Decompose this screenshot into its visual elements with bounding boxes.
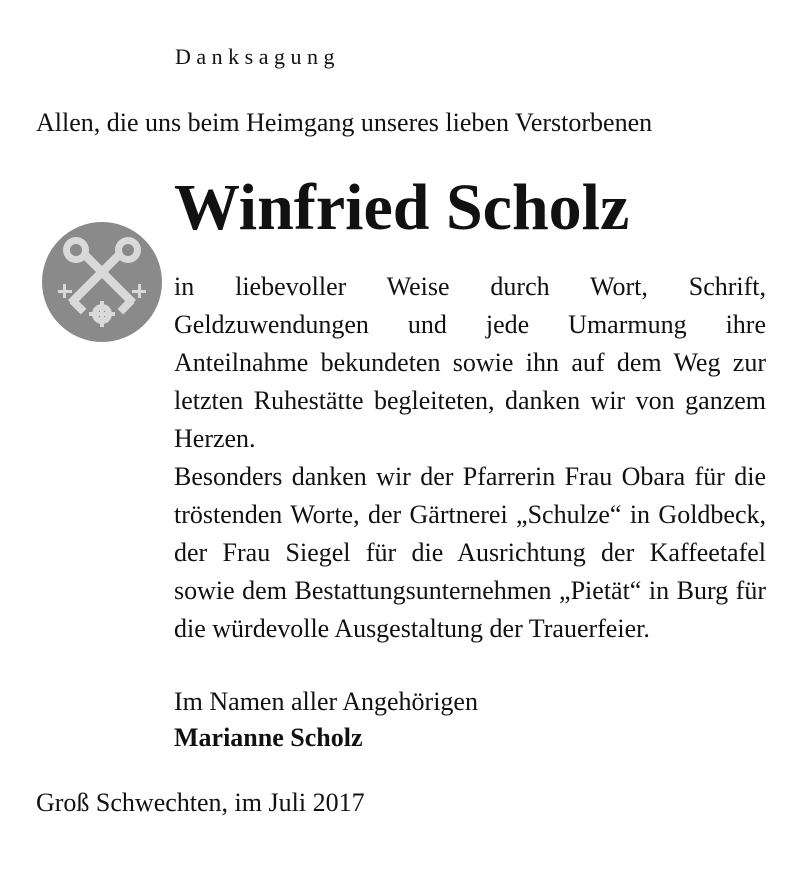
notice-heading: Danksagung xyxy=(175,44,340,69)
body-paragraph: in liebevoller Weise durch Wort, Schrift, Geldzuwendungen und jede Umarmung ihre Anteilnahme bekundeten sowie ihn auf dem Weg zur letzten Ruhestätte begleiteten, danken wir von ganzem Herzen. xyxy=(174,272,766,453)
crossed-keys-icon xyxy=(40,220,164,344)
notice-body xyxy=(174,268,766,648)
signer-name: Marianne Scholz xyxy=(174,723,363,752)
signature-block xyxy=(174,684,478,756)
closing-line: Im Namen aller Angehörigen xyxy=(174,687,478,716)
intro-line: Allen, die uns beim Heimgang unseres lieben Verstorbenen xyxy=(36,108,653,137)
deceased-name: Winfried Scholz xyxy=(174,171,630,244)
place-date: Groß Schwechten, im Juli 2017 xyxy=(36,788,365,817)
body-paragraph: Besonders danken wir der Pfarrerin Frau Obara für die tröstenden Worte, der Gärtnerei „Schulze“ in Goldbeck, der Frau Siegel für die Ausrichtung der Kaffeetafel sowie dem Bestattungsunternehmen „Pietät“ in Burg für die würdevolle Ausgestaltung der Trauerfeier. xyxy=(174,462,766,643)
